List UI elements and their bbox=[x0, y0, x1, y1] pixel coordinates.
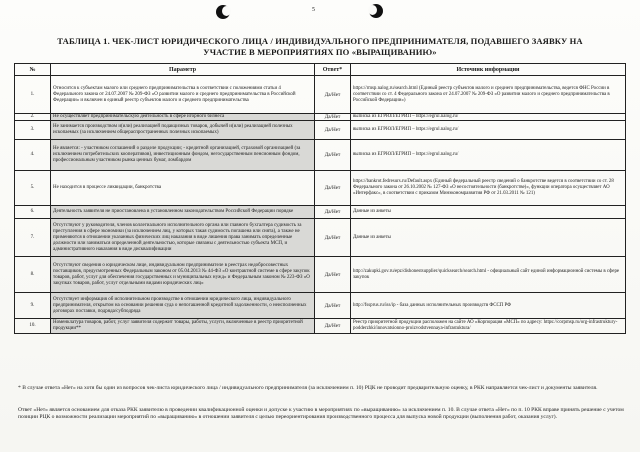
footnote-2: Ответ «Нет» является основанием для отказа РКК заявителю в проведении квалификационной оценки и допуске к участию в мероприятиях по «выращиванию» за исключением п. 10. В случае ответа «Нет» по п. 10 РКК вправе принять решение с учетом позиции РЦК о возможности реализации мероприятий по «выращиванию» в отношении заявителя с целью переориентирования производственного процесса для выпуска новой продукции (выполнения работ, оказания услуг). bbox=[18, 407, 624, 420]
answer-cell: Да/Нет bbox=[315, 293, 351, 319]
row-number-cell: 4. bbox=[15, 140, 51, 171]
answer-cell: Да/Нет bbox=[315, 140, 351, 171]
table-header-row bbox=[15, 64, 626, 76]
table-row bbox=[15, 76, 626, 114]
answer-cell: Да/Нет bbox=[315, 121, 351, 140]
table-row bbox=[15, 121, 626, 140]
row-number-cell: 8. bbox=[15, 257, 51, 293]
row-number-cell: 9. bbox=[15, 293, 51, 319]
parameter-cell: Отсутствует информация об исполнительном производстве в отношении юридического лица, индивидуального предпринимателя, открытом на основании решения суда о непогашенной кредитной задолженности, о неисполненных договорах поставки, подряда/субподряда bbox=[51, 293, 315, 319]
source-cell: выписка из ЕГРЮЛ/ЕГРИП – https://egrul.nalog.ru/ bbox=[351, 121, 626, 140]
punch-hole-right-icon bbox=[369, 4, 383, 18]
row-number-cell: 3. bbox=[15, 121, 51, 140]
source-cell: выписка из ЕГРЮЛ/ЕГРИП – https://egrul.nalog.ru/ bbox=[351, 140, 626, 171]
source-cell: выписка из ЕГРЮЛ/ЕГРИП – https://egrul.nalog.ru/ bbox=[351, 114, 626, 121]
parameter-cell: Деятельность заявителя не приостановлена в установленном законодательством Российской Федерации порядке bbox=[51, 206, 315, 219]
punch-hole-left-icon bbox=[216, 5, 230, 19]
header-answer: Ответ* bbox=[315, 64, 351, 76]
source-cell: https://rmsp.nalog.ru/search.html (Единый реестр субъектов малого и среднего предпринимательства, ведется ФНС России в соответствии со ст. 4 Федерального закона от 24.07.2007 № 209-ФЗ «О развитии малого и среднего предпринимательства в Российской Федерации») bbox=[351, 76, 626, 114]
answer-cell: Да/Нет bbox=[315, 319, 351, 334]
header-num: № bbox=[15, 64, 51, 76]
row-number-cell: 5. bbox=[15, 171, 51, 206]
row-number-cell: 7. bbox=[15, 219, 51, 257]
source-cell: http://zakupki.gov.ru/epz/dishonestsupplier/quicksearch/search.html - официальный сайт единой информационной системы в сфере закупок bbox=[351, 257, 626, 293]
answer-cell: Да/Нет bbox=[315, 206, 351, 219]
header-param: Параметр bbox=[51, 64, 315, 76]
parameter-cell: Не занимается производством и(или) реализацией подакцизных товаров, добычей и(или) реализацией полезных ископаемых (за исключением общераспространенных полезных ископаемых) bbox=[51, 121, 315, 140]
source-cell: Данные из анкеты bbox=[351, 206, 626, 219]
checklist-table bbox=[14, 63, 626, 334]
parameter-cell: Номенклатура товаров, работ, услуг заявителя содержит товары, работы, услуги, включенные в реестр приоритетной продукции** bbox=[51, 319, 315, 334]
source-cell: https://bankrot.fedresurs.ru/Default.aspx (Единый федеральный реестр сведений о банкротстве ведется в соответствии со ст. 28 Федерального закона от 26.10.2002 № 127-ФЗ «О несостоятельности (банкротстве)», функции оператора осуществляет АО «Интерфакс», в соответствии с приказом Минэкономразвития РФ от 21.03.2011 № 121) bbox=[351, 171, 626, 206]
table-row bbox=[15, 257, 626, 293]
parameter-cell: Отсутствуют у руководителя, членов коллегиального исполнительного органа или главного бухгалтера судимость за преступления в сфере экономики (за исключением лиц, у которых такая судимость погашена или снята), а также не применяются в отношении указанных физических лиц наказания в виде лишения права занимать определенные должности или заниматься определенной деятельностью, которые связаны с деятельностью субъекта МСП, и административного наказания в виде дисквалификации bbox=[51, 219, 315, 257]
source-cell: http://fssprus.ru/iss/ip - база данных исполнительных производств ФССП РФ bbox=[351, 293, 626, 319]
table-title-line1: ТАБЛИЦА 1. ЧЕК-ЛИСТ ЮРИДИЧЕСКОГО ЛИЦА / ИНДИВИДУАЛЬНОГО ПРЕДПРИНИМАТЕЛЯ, ПОДАВШЕГО ЗАЯВКУ НА bbox=[57, 36, 583, 46]
row-number-cell: 6. bbox=[15, 206, 51, 219]
row-number-cell: 10. bbox=[15, 319, 51, 334]
footnote-1: * В случае ответа «Нет» на хотя бы один из вопросов чек-листа юридического лица / индивидуального предпринимателя (за исключением п. 10) РЦК не проводит предварительную оценку, в РКК направляется чек-лист и документы заявителя. bbox=[18, 385, 598, 391]
row-number-cell: 2. bbox=[15, 114, 51, 121]
table-row bbox=[15, 171, 626, 206]
page-number: 5 bbox=[312, 7, 315, 13]
source-cell: Реестр приоритетной продукции расположен на сайте АО «Корпорация «МСП» по адресу: https://corpmsp.ru/org-infrastruktury-podderzhki/innovatsionno-proizvodstvennaya-infrastuktura/ bbox=[351, 319, 626, 334]
parameter-cell: Не является: - участником соглашений о разделе продукции; - кредитной организацией, страховой организацией (за исключением потребительских кооперативов), инвестиционным фондом, негосударственным пенсионным фондом, профессиональным участником рынка ценных бумаг, ломбардом bbox=[51, 140, 315, 171]
table-title-line2: УЧАСТИЕ В МЕРОПРИЯТИЯХ ПО «ВЫРАЩИВАНИЮ» bbox=[203, 47, 437, 57]
answer-cell: Да/Нет bbox=[315, 114, 351, 121]
header-source: Источник информации bbox=[351, 64, 626, 76]
answer-cell: Да/Нет bbox=[315, 257, 351, 293]
table-row bbox=[15, 140, 626, 171]
answer-cell: Да/Нет bbox=[315, 219, 351, 257]
table-row bbox=[15, 293, 626, 319]
answer-cell: Да/Нет bbox=[315, 171, 351, 206]
table-row bbox=[15, 219, 626, 257]
source-cell: Данные из анкеты bbox=[351, 219, 626, 257]
answer-cell: Да/Нет bbox=[315, 76, 351, 114]
parameter-cell: Отсутствуют сведения о юридическом лице, индивидуальном предпринимателе в реестрах недобросовестных поставщиков, предусмотренных Федеральным законом от 05.04.2013 № 44-ФЗ «О контрактной системе в сфере закупок товаров, работ, услуг для обеспечения государственных и муниципальных нужд» и Федеральным законом № 223-ФЗ «О закупках товаров, работ, услуг отдельными видами юридических лиц» bbox=[51, 257, 315, 293]
parameter-cell: Не находится в процессе ликвидации, банкротства bbox=[51, 171, 315, 206]
row-number-cell: 1. bbox=[15, 76, 51, 114]
table-row bbox=[15, 114, 626, 121]
table-row bbox=[15, 319, 626, 334]
table-row bbox=[15, 206, 626, 219]
parameter-cell: Не осуществляет предпринимательскую деятельность в сфере игорного бизнеса bbox=[51, 114, 315, 121]
parameter-cell: Относится к субъектам малого или среднего предпринимательства в соответствии с положениями статьи 4 Федерального закона от 24.07.2007 № 209-ФЗ «О развитии малого и среднего предпринимательства в Российской Федерации» и включен в единый реестр субъектов малого и среднего предпринимательства bbox=[51, 76, 315, 114]
